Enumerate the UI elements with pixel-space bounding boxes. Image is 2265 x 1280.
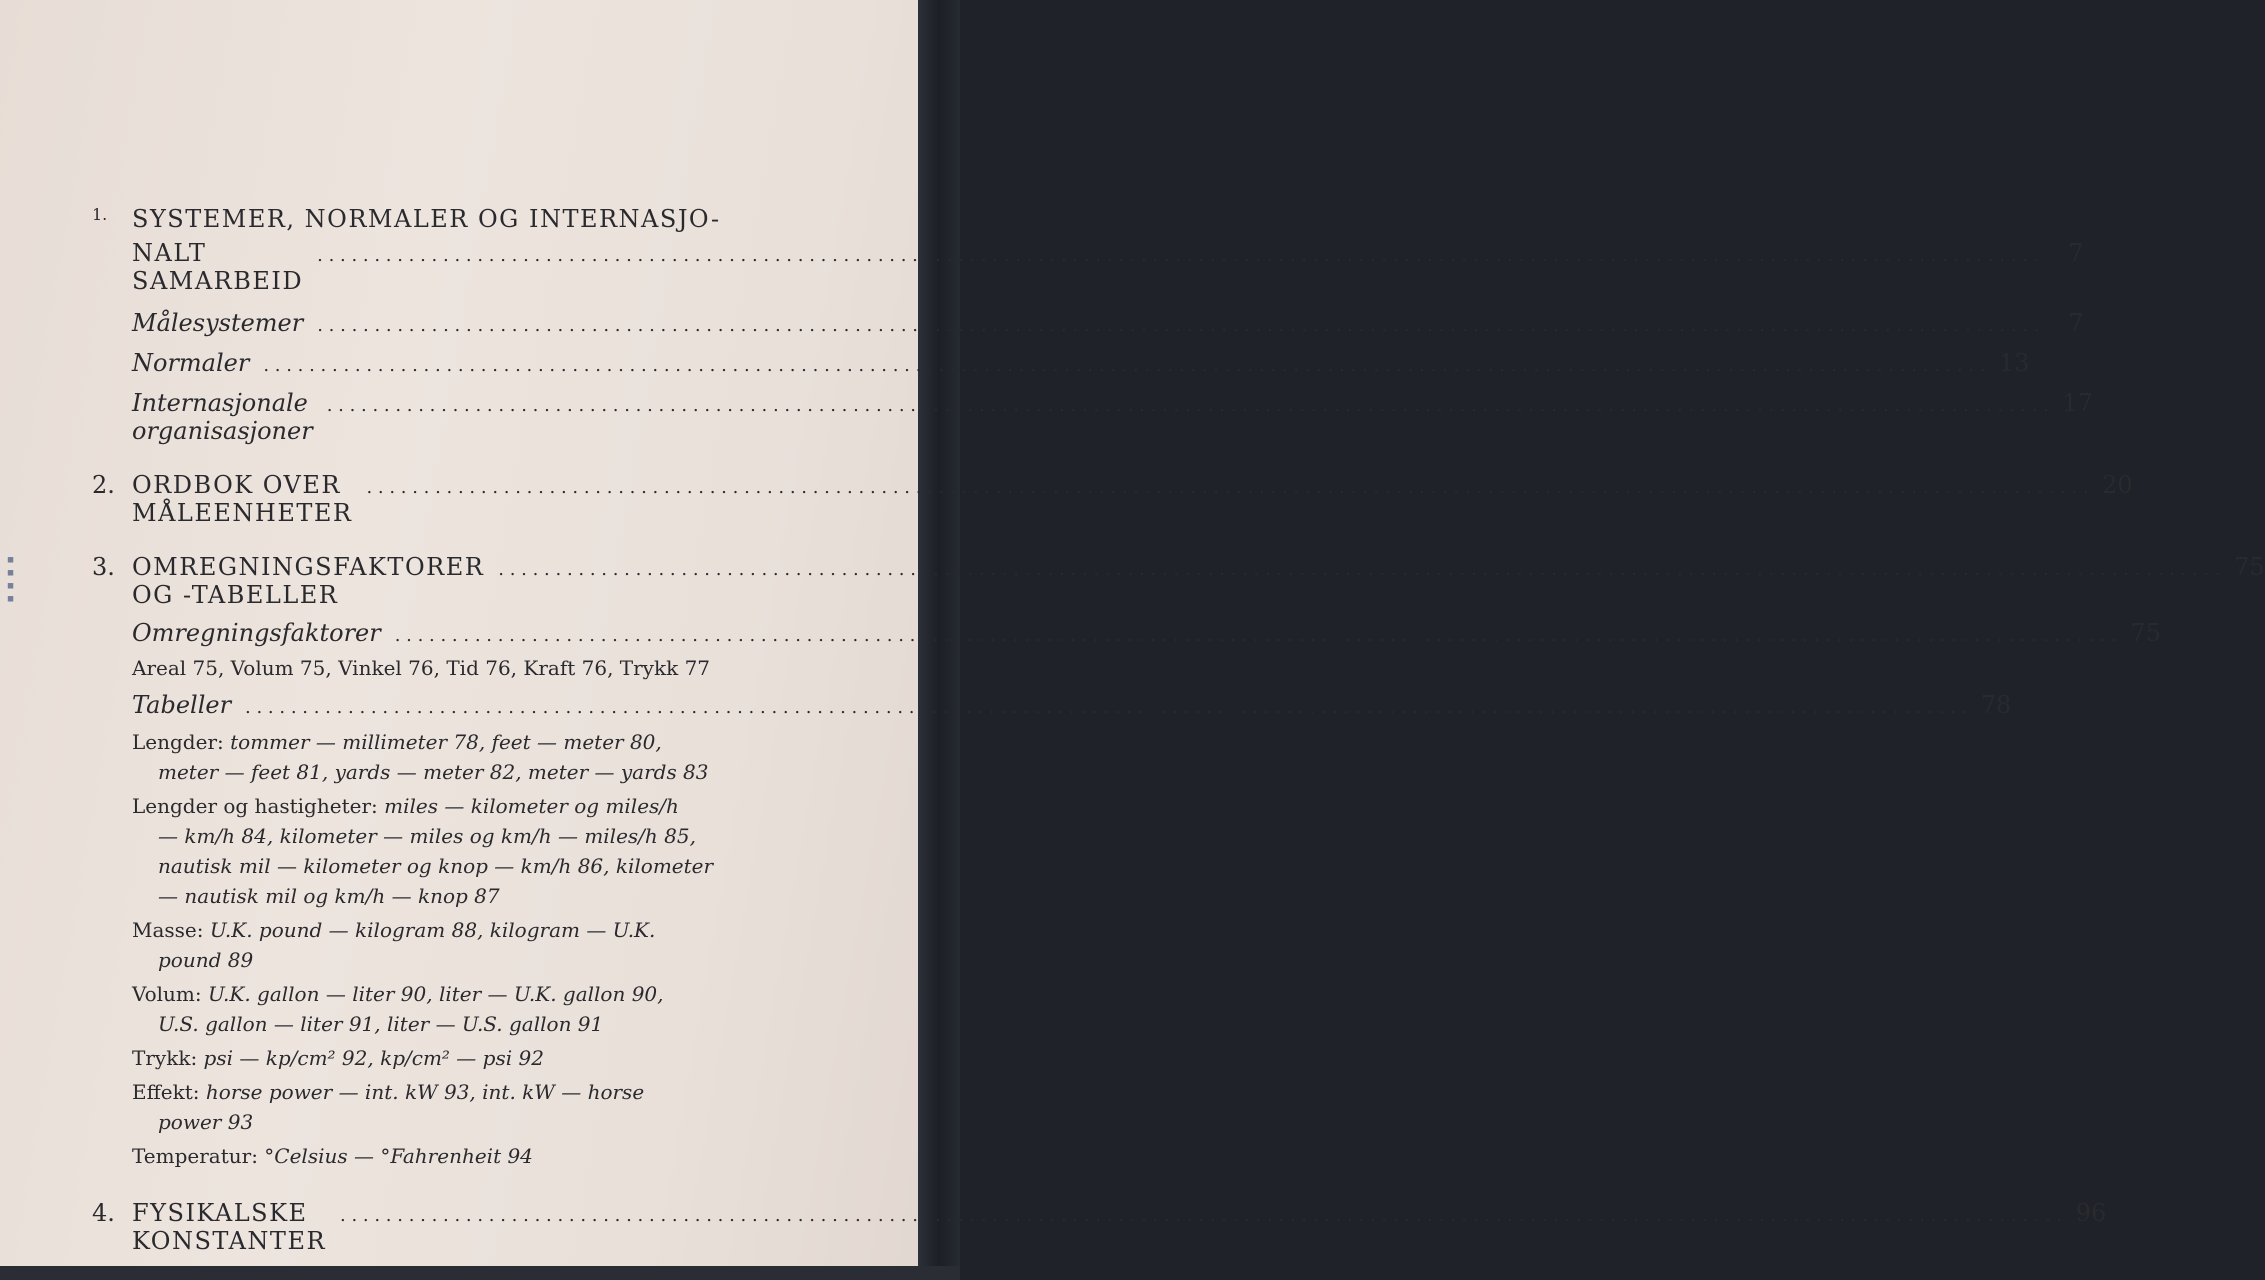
section-title: OMREGNINGSFAKTORER OG -TABELLER	[132, 553, 485, 609]
omregningsfaktorer-detail: Areal 75, Volum 75, Vinkel 76, Tid 76, Kraft 76, Trykk 77	[132, 656, 711, 680]
tabeller-group-volum	[92, 979, 804, 1039]
group-label: Temperatur:	[132, 1144, 258, 1168]
section-number: 3.	[92, 553, 115, 581]
tabeller-group-lengder-hastigheter	[92, 791, 804, 911]
group-line: °Celsius — °Fahrenheit 94	[264, 1144, 533, 1168]
toc-entry-internasjonale[interactable]	[92, 389, 2093, 445]
group-line: power 93	[158, 1110, 254, 1134]
page-bottom-edge	[0, 1266, 960, 1280]
toc-entry-omregningsfaktorer[interactable]	[92, 619, 2161, 647]
section-title: FYSIKALSKE KONSTANTER	[132, 1199, 327, 1255]
tabeller-group-lengder	[92, 727, 804, 787]
group-line: U.K. gallon — liter 90, liter — U.K. gallon 90,	[208, 982, 664, 1006]
leader-dots	[498, 559, 2220, 580]
group-line: tommer — millimeter 78, feet — meter 80,	[230, 730, 662, 754]
table-of-contents	[92, 205, 2265, 1255]
toc-section-3[interactable]	[92, 553, 2265, 609]
group-line: nautisk mil — kilometer og knop — km/h 86, kilometer	[158, 854, 714, 878]
tabeller-group-temperatur	[92, 1141, 804, 1171]
page-number: 75	[2233, 553, 2265, 581]
tabeller-group-effekt	[92, 1077, 804, 1137]
group-line: psi — kp/cm² 92, kp/cm² — psi 92	[203, 1046, 544, 1070]
group-label: Masse:	[132, 918, 204, 942]
section-number: 4.	[92, 1199, 115, 1227]
page-number: 20	[2102, 471, 2133, 499]
page-number: 17	[2062, 389, 2093, 417]
leader-dots	[245, 697, 1967, 718]
toc-entry-tabeller[interactable]	[92, 691, 2012, 719]
group-line: meter — feet 81, yards — meter 82, meter — yards 83	[158, 760, 709, 784]
group-label: Effekt:	[132, 1080, 200, 1104]
leader-dots	[340, 1205, 2062, 1226]
entry-title: Internasjonale organisasjoner	[132, 389, 313, 445]
section-title-line1: SYSTEMER, NORMALER OG INTERNASJO-	[132, 205, 721, 233]
tabeller-group-masse	[92, 915, 804, 975]
group-line: U.S. gallon — liter 91, liter — U.S. gallon 91	[158, 1012, 604, 1036]
entry-title: Omregningsfaktorer	[132, 619, 381, 647]
group-label: Volum:	[132, 982, 202, 1006]
toc-section-2[interactable]	[92, 471, 2133, 527]
page-number: 7	[2068, 239, 2084, 267]
toc-entry-normaler[interactable]	[92, 349, 2030, 377]
group-line: — km/h 84, kilometer — miles og km/h — miles/h 85,	[158, 824, 696, 848]
entry-title: Tabeller	[132, 691, 232, 719]
group-line: — nautisk mil og km/h — knop 87	[158, 884, 500, 908]
leader-dots	[366, 477, 2088, 498]
page-number: 75	[2130, 619, 2161, 647]
group-label: Lengder:	[132, 730, 224, 754]
page-number: 7	[2068, 309, 2084, 337]
group-label: Lengder og hastigheter:	[132, 794, 378, 818]
group-line: miles — kilometer og miles/h	[384, 794, 679, 818]
section-number: 1.	[92, 205, 108, 224]
section-number: 2.	[92, 471, 115, 499]
page-number: 13	[1999, 349, 2030, 377]
group-line: horse power — int. kW 93, int. kW — horse	[205, 1080, 645, 1104]
toc-section-4[interactable]	[92, 1199, 2107, 1255]
entry-title: Målesystemer	[132, 309, 304, 337]
section-title: ORDBOK OVER MÅLEENHETER	[132, 471, 353, 527]
group-label: Trykk:	[132, 1046, 198, 1070]
leader-dots	[263, 355, 1985, 376]
entry-title: Normaler	[132, 349, 250, 377]
tabeller-group-trykk	[92, 1043, 804, 1073]
leader-dots	[395, 625, 2117, 646]
toc-section-1[interactable]	[92, 205, 2084, 295]
page-number: 96	[2075, 1199, 2107, 1227]
group-line: U.K. pound — kilogram 88, kilogram — U.K.	[209, 918, 656, 942]
toc-entry-malesystemer[interactable]	[92, 309, 2084, 337]
leader-dots	[327, 395, 2049, 416]
leader-dots	[317, 245, 2039, 266]
library-stamp: ▪▪▪▪	[4, 554, 17, 606]
section-title-line2: NALT SAMARBEID	[132, 239, 304, 295]
group-line: pound 89	[158, 948, 254, 972]
leader-dots	[317, 315, 2039, 336]
page-number: 78	[1980, 691, 2012, 719]
